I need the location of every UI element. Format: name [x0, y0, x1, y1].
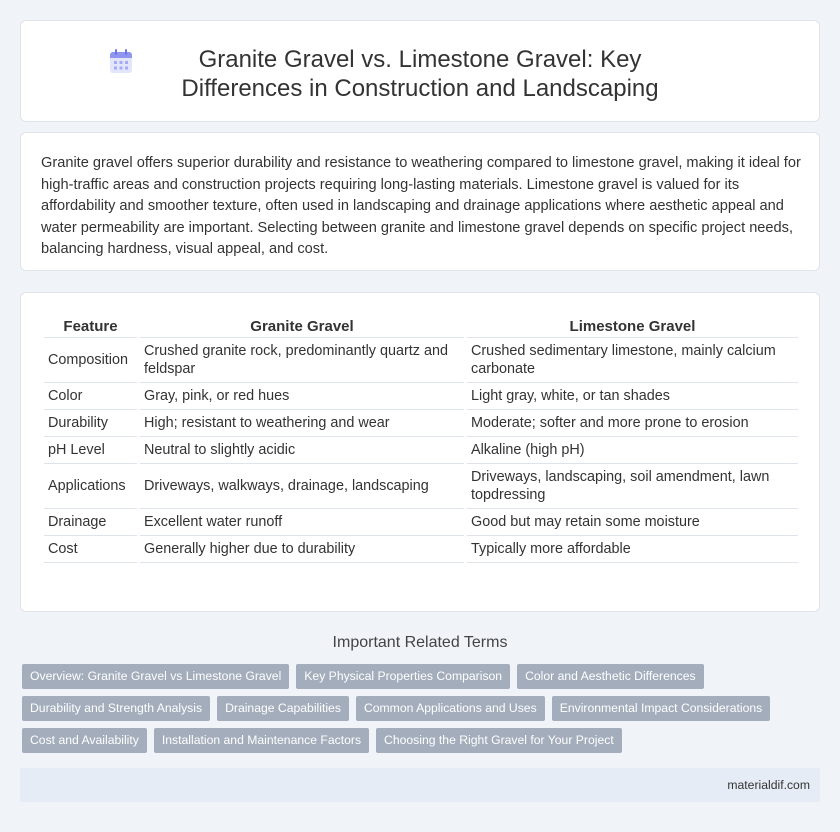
- table-cell-granite: Neutral to slightly acidic: [140, 437, 464, 464]
- table-cell-granite: Gray, pink, or red hues: [140, 383, 464, 410]
- table-cell-limestone: Crushed sedimentary limestone, mainly calcium carbonate: [467, 338, 798, 383]
- related-terms-tags: [22, 664, 802, 760]
- footer: [20, 768, 820, 802]
- table-cell-feature: Cost: [44, 536, 137, 563]
- table-cell-limestone: Good but may retain some moisture: [467, 509, 798, 536]
- table-cell-feature: Composition: [44, 338, 137, 383]
- tag-durability[interactable]: Durability and Strength Analysis: [22, 696, 210, 721]
- table-cell-feature: Applications: [44, 464, 137, 509]
- tag-overview[interactable]: Overview: Granite Gravel vs Limestone Gravel: [22, 664, 289, 689]
- tag-color-aesthetic[interactable]: Color and Aesthetic Differences: [517, 664, 704, 689]
- tag-row: [22, 696, 802, 721]
- table-row: [44, 536, 798, 563]
- table-cell-feature: pH Level: [44, 437, 137, 464]
- comparison-table: [41, 314, 801, 563]
- tag-environmental[interactable]: Environmental Impact Considerations: [552, 696, 771, 721]
- table-cell-feature: Durability: [44, 410, 137, 437]
- table-row: [44, 410, 798, 437]
- calendar-icon: [109, 48, 133, 74]
- title-card: [20, 20, 820, 122]
- tag-cost[interactable]: Cost and Availability: [22, 728, 147, 753]
- table-row: [44, 338, 798, 383]
- table-header-row: [44, 314, 798, 338]
- tag-row: [22, 728, 802, 753]
- comparison-table-card: [20, 292, 820, 612]
- footer-site-link[interactable]: materialdif.com: [727, 778, 810, 792]
- table-cell-limestone: Alkaline (high pH): [467, 437, 798, 464]
- table-cell-limestone: Typically more affordable: [467, 536, 798, 563]
- tag-drainage[interactable]: Drainage Capabilities: [217, 696, 349, 721]
- table-cell-limestone: Driveways, landscaping, soil amendment, lawn topdressing: [467, 464, 798, 509]
- related-terms-heading: Important Related Terms: [332, 634, 508, 651]
- tag-choosing[interactable]: Choosing the Right Gravel for Your Project: [376, 728, 622, 753]
- column-header-limestone: Limestone Gravel: [467, 314, 798, 338]
- tag-installation[interactable]: Installation and Maintenance Factors: [154, 728, 369, 753]
- intro-card: [20, 132, 820, 271]
- table-cell-feature: Color: [44, 383, 137, 410]
- table-cell-granite: Driveways, walkways, drainage, landscaping: [140, 464, 464, 509]
- tag-row: [22, 664, 802, 689]
- table-cell-limestone: Light gray, white, or tan shades: [467, 383, 798, 410]
- table-cell-granite: Generally higher due to durability: [140, 536, 464, 563]
- table-cell-granite: High; resistant to weathering and wear: [140, 410, 464, 437]
- table-cell-limestone: Moderate; softer and more prone to erosion: [467, 410, 798, 437]
- column-header-granite: Granite Gravel: [140, 314, 464, 338]
- table-row: [44, 383, 798, 410]
- intro-paragraph: Granite gravel offers superior durability and resistance to weathering compared to limestone gravel, making it ideal for high-traffic areas and construction projects requiring long-lasting materials. Limestone gravel is valued for its affordability and smoother texture, often used in landscaping and drainage applications where aesthetic appeal and water permeability are important. Selecting between granite and limestone gravel depends on specific project needs, balancing hardness, visual appeal, and cost.: [41, 155, 801, 257]
- table-row: [44, 437, 798, 464]
- table-row: [44, 509, 798, 536]
- tag-physical-properties[interactable]: Key Physical Properties Comparison: [296, 664, 510, 689]
- table-cell-granite: Excellent water runoff: [140, 509, 464, 536]
- page-title: Granite Gravel vs. Limestone Gravel: Key Differences in Construction and Landscaping: [181, 46, 659, 102]
- table-cell-granite: Crushed granite rock, predominantly quartz and feldspar: [140, 338, 464, 383]
- column-header-feature: Feature: [44, 314, 137, 338]
- tag-applications[interactable]: Common Applications and Uses: [356, 696, 545, 721]
- title-wrap: [21, 45, 819, 103]
- table-cell-feature: Drainage: [44, 509, 137, 536]
- table-row: [44, 464, 798, 509]
